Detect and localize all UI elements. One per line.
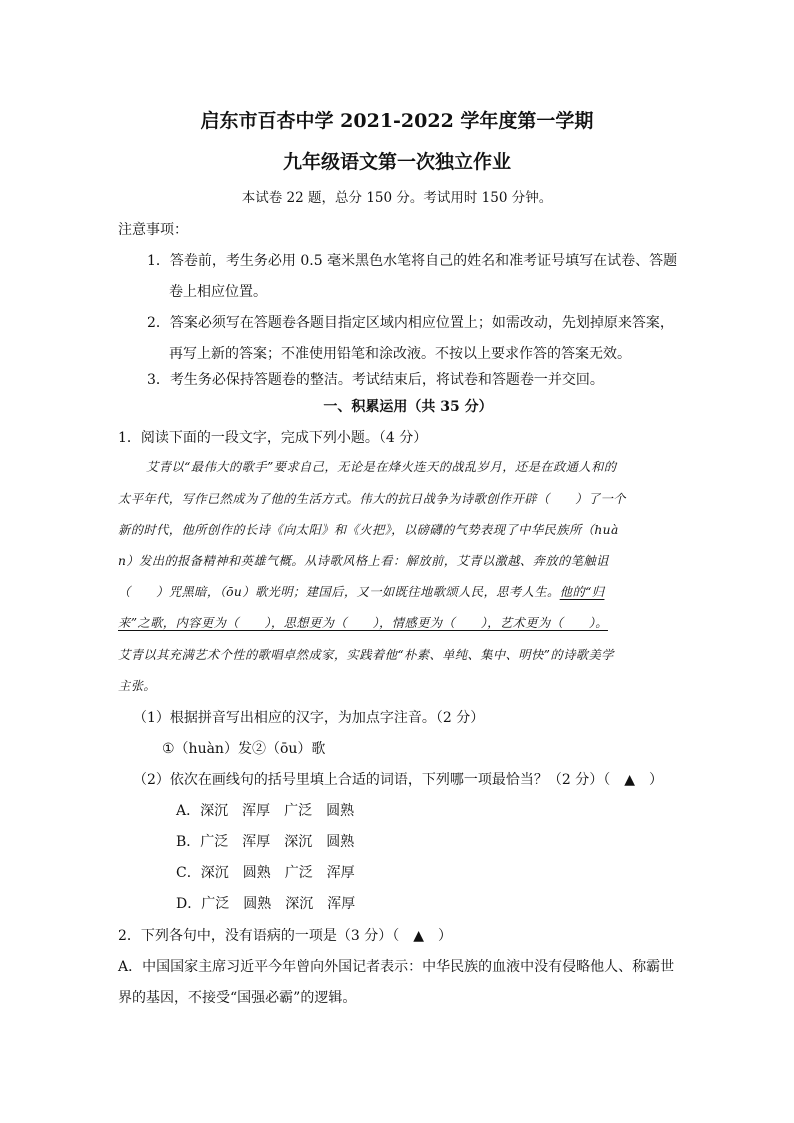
option-c: C．深沉 圆熟 广泛 浑厚 (176, 865, 355, 881)
option-d: D．广泛 圆熟 深沉 浑厚 (176, 896, 356, 912)
note-item-3: 3．考生务必保持答题卷的整洁。考试结束后，将试卷和答题卷一并交回。 (147, 372, 604, 388)
note-item-2-cont: 再写上新的答案；不准使用铅笔和涂改液。不按以上要求作答的答案无效。 (169, 346, 631, 362)
underlined-sentence: 他的“归 (559, 585, 605, 599)
underlined-sentence: 来”之歌，内容更为（ ），思想更为（ ），情感更为（ ），艺术更为（ ）。 (118, 616, 608, 630)
passage-text: （ ）咒黑暗，（ōu）歌光明；建国后，又一如既往地歌颂人民，思考人生。 (118, 585, 560, 599)
passage-line: n）发出的报备精神和英雄气概。从诗歌风格上看：解放前，艾青以激越、奔放的笔触诅 (118, 554, 609, 568)
option-b: B．广泛 浑厚 深沉 圆熟 (176, 834, 355, 850)
notes-heading: 注意事项： (118, 222, 188, 238)
section-heading: 一、积累运用（共 35 分） (323, 399, 493, 415)
note-item-1: 1．答卷前，考生务必用 0.5 毫米黑色水笔将自己的姓名和准考证号填写在试卷、答题 (147, 253, 678, 269)
note-item-1-cont: 卷上相应位置。 (169, 284, 267, 300)
sub-question-2: （2）依次在画线句的括号里填上合适的词语，下列哪一项最恰当？（2 分）（ ▲ ） (133, 772, 664, 788)
question-2-option-a: A．中国国家主席习近平今年曾向外国记者表示：中华民族的血液中没有侵略他人、称霸世 (118, 959, 675, 975)
exam-subtitle: 九年级语文第一次独立作业 (282, 151, 511, 173)
passage-line: 太平年代，写作已然成为了他的生活方式。伟大的抗日战争为诗歌创作开辟（ ）了一个 (118, 492, 626, 506)
passage-line: 新的时代，他所创作的长诗《向太阳》和《火把》，以磅礴的气势表现了中华民族所（huà (118, 523, 619, 537)
passage-line (118, 582, 604, 600)
exam-info: 本试卷 22 题，总分 150 分。考试用时 150 分钟。 (241, 190, 553, 206)
sub-question-1: （1）根据拼音写出相应的汉字，为加点字注音。（2 分） (133, 710, 485, 726)
passage-line: 主张。 (118, 679, 157, 693)
passage-line: 艾青以“最伟大的歌手”要求自己，无论是在烽火连天的战乱岁月，还是在政通人和的 (146, 460, 617, 474)
question-2-stem: 2．下列各句中，没有语病的一项是（3 分）（ ▲ ） (118, 928, 453, 944)
passage-line: 艾青以其充满艺术个性的歌唱卓然成家，实践着他“朴素、单纯、集中、明快”的诗歌美学 (118, 648, 614, 662)
question-1-stem: 1．阅读下面的一段文字，完成下列小题。（4 分） (118, 430, 428, 446)
exam-title: 启东市百杏中学 2021-2022 学年度第一学期 (200, 110, 594, 132)
question-2-option-a-cont: 界的基因，不接受“国强必霸”的逻辑。 (118, 990, 357, 1006)
option-a: A．深沉 浑厚 广泛 圆熟 (176, 803, 355, 819)
note-item-2: 2．答案必须写在答题卷各题目指定区域内相应位置上；如需改动，先划掉原来答案， (147, 315, 674, 331)
sub-question-1-items: ①（huàn）发②（ōu）歌 (162, 741, 326, 757)
